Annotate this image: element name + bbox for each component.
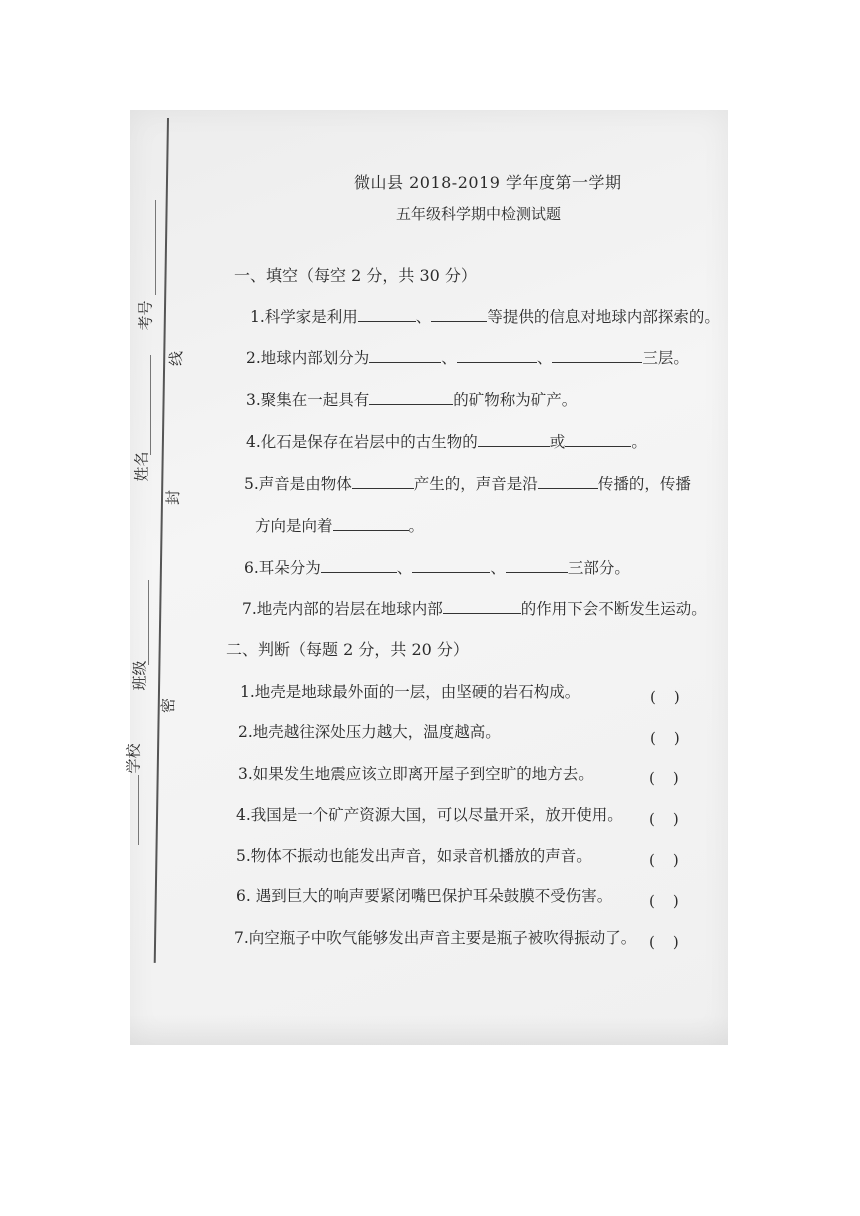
- xuexiao-label: 学校: [124, 743, 143, 774]
- fill-question-5-cont: 方向是向着 。: [255, 517, 425, 535]
- kaohao-line: [155, 200, 156, 295]
- exam-title: 微山县 2018-2019 学年度第一学期: [354, 173, 622, 192]
- fill-question-4: 4.化石是保存在岩层中的古生物的 或 。: [246, 433, 647, 451]
- exam-subtitle: 五年级科学期中检测试题: [396, 205, 562, 223]
- banji-label: 班级: [130, 660, 149, 691]
- xian-label: 线: [167, 350, 186, 367]
- fill-question-7: 7.地壳内部的岩层在地球内部 的作用下会不断发生运动。: [242, 600, 707, 618]
- judge-question-1: 1.地壳是地球最外面的一层，由坚硬的岩石构成。: [240, 683, 581, 701]
- answer-parentheses-7: (): [649, 933, 697, 951]
- banji-line: [148, 580, 149, 665]
- judge-question-3: 3.如果发生地震应该立即离开屋子到空旷的地方去。: [238, 765, 594, 783]
- paper-bottom-shadow: [130, 1015, 728, 1045]
- answer-parentheses-1: (): [650, 688, 698, 706]
- answer-parentheses-4: (): [649, 810, 697, 828]
- judge-question-2: 2.地壳越往深处压力越大，温度越高。: [238, 723, 501, 741]
- fill-question-3: 3.聚集在一起具有 的矿物称为矿产。: [246, 391, 578, 409]
- feng-label: 封: [164, 489, 183, 506]
- fill-question-1: 1.科学家是利用 、 等提供的信息对地球内部探索的。: [250, 308, 720, 326]
- judge-question-5: 5.物体不振动也能发出声音，如录音机播放的声音。: [236, 847, 592, 865]
- judge-heading: 二、判断（每题 2 分，共 20 分）: [226, 640, 469, 659]
- answer-parentheses-2: (): [650, 729, 698, 747]
- judge-question-4: 4.我国是一个矿产资源大国，可以尽量开采，放开使用。: [236, 806, 623, 824]
- judge-question-7: 7.向空瓶子中吹气能够发出声音主要是瓶子被吹得振动了。: [234, 929, 637, 947]
- xingming-line: [150, 355, 151, 455]
- fill-heading: 一、填空（每空 2 分，共 30 分）: [234, 266, 477, 285]
- answer-parentheses-5: (): [649, 851, 697, 869]
- fill-question-6: 6.耳朵分为 、 、 三部分。: [244, 559, 630, 577]
- judge-question-6: 6. 遇到巨大的响声要紧闭嘴巴保护耳朵鼓膜不受伤害。: [236, 887, 613, 905]
- kaohao-label: 考号: [136, 300, 155, 331]
- xuexiao-line: [138, 775, 139, 845]
- answer-parentheses-6: (): [649, 892, 697, 910]
- mi-label: 密: [159, 697, 178, 714]
- xingming-label: 姓名: [132, 451, 151, 482]
- fill-question-5: 5.声音是由物体 产生的，声音是沿 传播的，传播: [244, 475, 691, 493]
- fill-question-2: 2.地球内部划分为 、 、 三层。: [246, 349, 689, 367]
- answer-parentheses-3: (): [649, 769, 697, 787]
